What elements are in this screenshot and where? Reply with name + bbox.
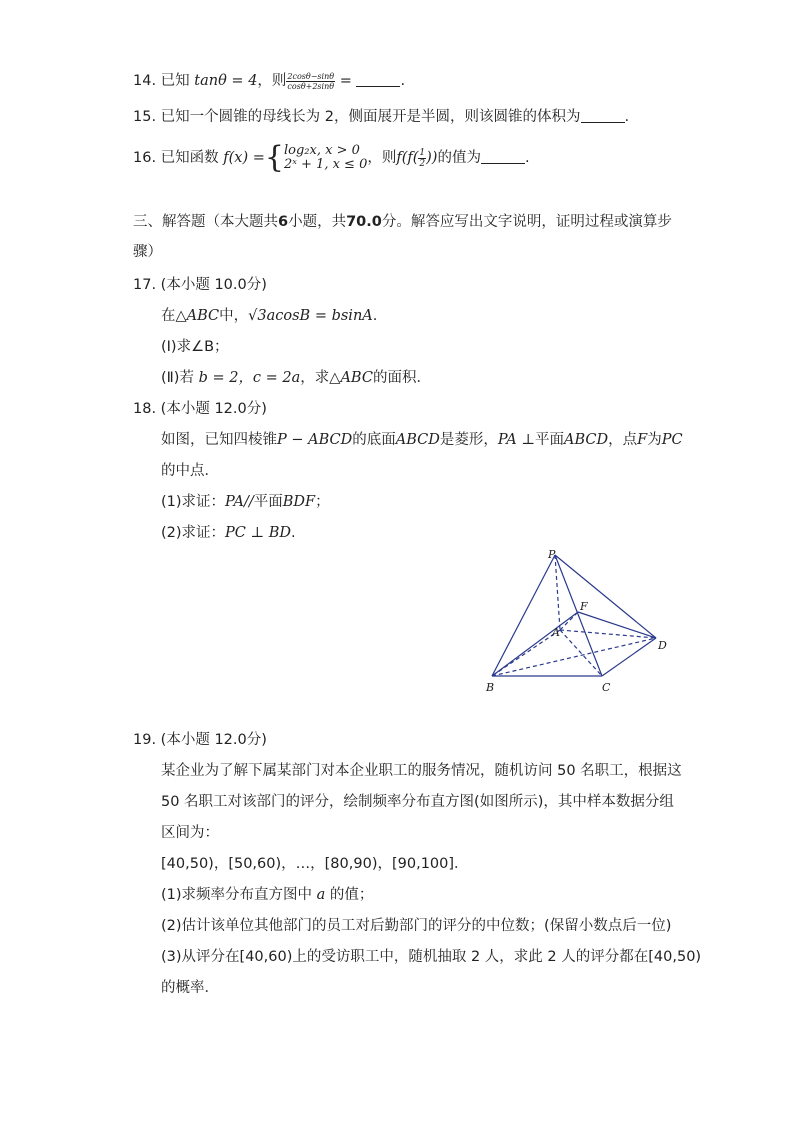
label-C: C xyxy=(602,681,611,694)
q18-line-2: 的中点． xyxy=(161,463,219,479)
fraction-denominator: cosθ+2sinθ xyxy=(287,81,335,91)
edge-PD xyxy=(555,555,656,638)
q19-line-2: 50 名职工对该部门的评分，绘制频率分布直方图(如图所示)，其中样本数据分组 xyxy=(161,794,674,810)
q19-line-3: 区间为： xyxy=(161,825,219,841)
math: ABCD xyxy=(564,432,609,448)
text: (1)求证： xyxy=(161,494,226,510)
q19-part-3: (3)从评分在[40,60)上的受访职工中，随机抽取 2 人，求此 2 人的评分都在[40,50) xyxy=(161,949,702,965)
period: . xyxy=(624,109,630,125)
label-D: D xyxy=(658,639,667,652)
q19-part-2: (2)估计该单位其他部门的员工对后勤部门的评分的中位数；(保留小数点后一位) xyxy=(161,918,672,934)
section-score: 70.0 xyxy=(346,214,382,230)
math: ABC xyxy=(186,308,220,324)
text: 中， xyxy=(219,308,249,324)
answer-blank[interactable] xyxy=(581,108,625,123)
section-3-heading xyxy=(133,212,672,232)
q18-line-1 xyxy=(161,430,683,450)
math: a xyxy=(316,887,326,903)
section-3-heading-cont: 骤） xyxy=(133,244,162,260)
text: . xyxy=(291,525,296,541)
edge-AF xyxy=(560,612,578,630)
math: ABC xyxy=(340,370,373,386)
q16-text-mid: ，则 xyxy=(367,150,397,166)
question-19-header xyxy=(133,730,267,750)
edge-FD xyxy=(578,612,656,638)
text: 平面 xyxy=(253,494,283,510)
question-14 xyxy=(133,71,405,91)
q17-line-1 xyxy=(161,306,377,326)
q16-text-post: 的值为 xyxy=(437,150,481,166)
text: 为 xyxy=(647,432,662,448)
question-18-header xyxy=(133,399,267,419)
q14-text-mid: ，则 xyxy=(257,73,287,89)
edge-AC xyxy=(560,630,602,676)
q16-expr-close: )) xyxy=(426,150,438,166)
fraction-numerator: 2cosθ−sinθ xyxy=(287,71,335,81)
q14-fraction xyxy=(286,72,335,91)
text: . xyxy=(372,308,378,324)
math: ABCD xyxy=(395,432,440,448)
question-17-header xyxy=(133,275,267,295)
edge-AD xyxy=(560,630,656,638)
text: 平面 xyxy=(535,432,565,448)
question-16 xyxy=(133,140,530,175)
q16-text: 已知函数 xyxy=(160,150,219,166)
question-score: (本小题 10.0分) xyxy=(160,277,267,293)
edge-PC xyxy=(555,555,602,676)
half-fraction xyxy=(418,148,426,169)
question-number: 17. xyxy=(133,277,157,293)
q15-text: 已知一个圆锥的母线长为 2，侧面展开是半圆，则该圆锥的体积为 xyxy=(160,109,581,125)
math: b = 2，c = 2a xyxy=(198,370,301,386)
question-number: 15. xyxy=(133,109,157,125)
edge-PB xyxy=(492,555,555,676)
math: PC ⊥ BD xyxy=(225,525,292,541)
q14-condition: tanθ = 4 xyxy=(194,73,258,89)
section-count: 6 xyxy=(278,214,289,230)
q18-part-2 xyxy=(161,523,296,543)
text: (1)求频率分布直方图中 xyxy=(161,887,313,903)
q19-part-3-cont: 的概率． xyxy=(161,980,219,996)
q17-part-2 xyxy=(161,368,431,388)
math: PC xyxy=(661,432,683,448)
piecewise-cases xyxy=(284,144,367,172)
text: 的值； xyxy=(329,887,374,903)
question-15 xyxy=(133,107,629,127)
math: P − ABCD xyxy=(277,432,353,448)
q17-part-1: (Ⅰ)求∠B； xyxy=(161,339,229,355)
label-B: B xyxy=(486,681,495,694)
section-text: 三、解答题（本大题共 xyxy=(133,214,278,230)
text: 的底面 xyxy=(352,432,396,448)
period: . xyxy=(524,150,530,166)
text: ，点 xyxy=(608,432,638,448)
equals-sign: = xyxy=(339,73,352,89)
case-1: log₂x, x > 0 xyxy=(284,143,360,158)
section-text: 分。解答应写出文字说明，证明过程或演算步 xyxy=(381,214,672,230)
math: PA// xyxy=(225,494,254,510)
label-A: A xyxy=(552,626,560,639)
question-score: (本小题 12.0分) xyxy=(160,401,267,417)
text: (Ⅱ)若 xyxy=(161,370,194,386)
text: 的面积． xyxy=(372,370,431,386)
section-text: 小题，共 xyxy=(288,214,347,230)
fraction-denominator: 2 xyxy=(419,158,426,169)
label-P: P xyxy=(548,548,556,561)
period: . xyxy=(400,73,406,89)
math: F xyxy=(637,432,648,448)
question-number: 16. xyxy=(133,150,157,166)
q16-expr: f(f( xyxy=(396,150,419,166)
label-F: F xyxy=(580,600,588,613)
q18-part-1 xyxy=(161,492,330,512)
q14-text: 已知 xyxy=(160,73,190,89)
answer-blank[interactable] xyxy=(481,149,525,164)
text: 如图，已知四棱锥 xyxy=(161,432,277,448)
question-number: 14. xyxy=(133,73,157,89)
text: ，求△ xyxy=(300,370,341,386)
math: √3acosB = bsinA xyxy=(248,308,373,324)
case-2: 2ˣ + 1, x ≤ 0 xyxy=(284,157,368,172)
question-number: 18. xyxy=(133,401,157,417)
pyramid-figure xyxy=(480,545,680,700)
text: 是菱形， xyxy=(439,432,498,448)
left-brace-icon: { xyxy=(264,140,284,175)
text: 在△ xyxy=(161,308,187,324)
question-number: 19. xyxy=(133,732,157,748)
math: PA ⊥ xyxy=(497,432,536,448)
text: ； xyxy=(315,494,330,510)
q16-function: f(x) = xyxy=(223,150,265,166)
q19-intervals: [40,50)，[50,60)，…，[80,90)，[90,100]． xyxy=(161,856,469,872)
math: BDF xyxy=(282,494,316,510)
answer-blank[interactable] xyxy=(356,72,400,87)
q19-part-1 xyxy=(161,885,373,905)
q19-line-1: 某企业为了解下属某部门对本企业职工的服务情况，随机访问 50 名职工，根据这 xyxy=(161,763,682,779)
text: (2)求证： xyxy=(161,525,226,541)
fraction-numerator: 1 xyxy=(419,147,426,158)
question-score: (本小题 12.0分) xyxy=(160,732,267,748)
